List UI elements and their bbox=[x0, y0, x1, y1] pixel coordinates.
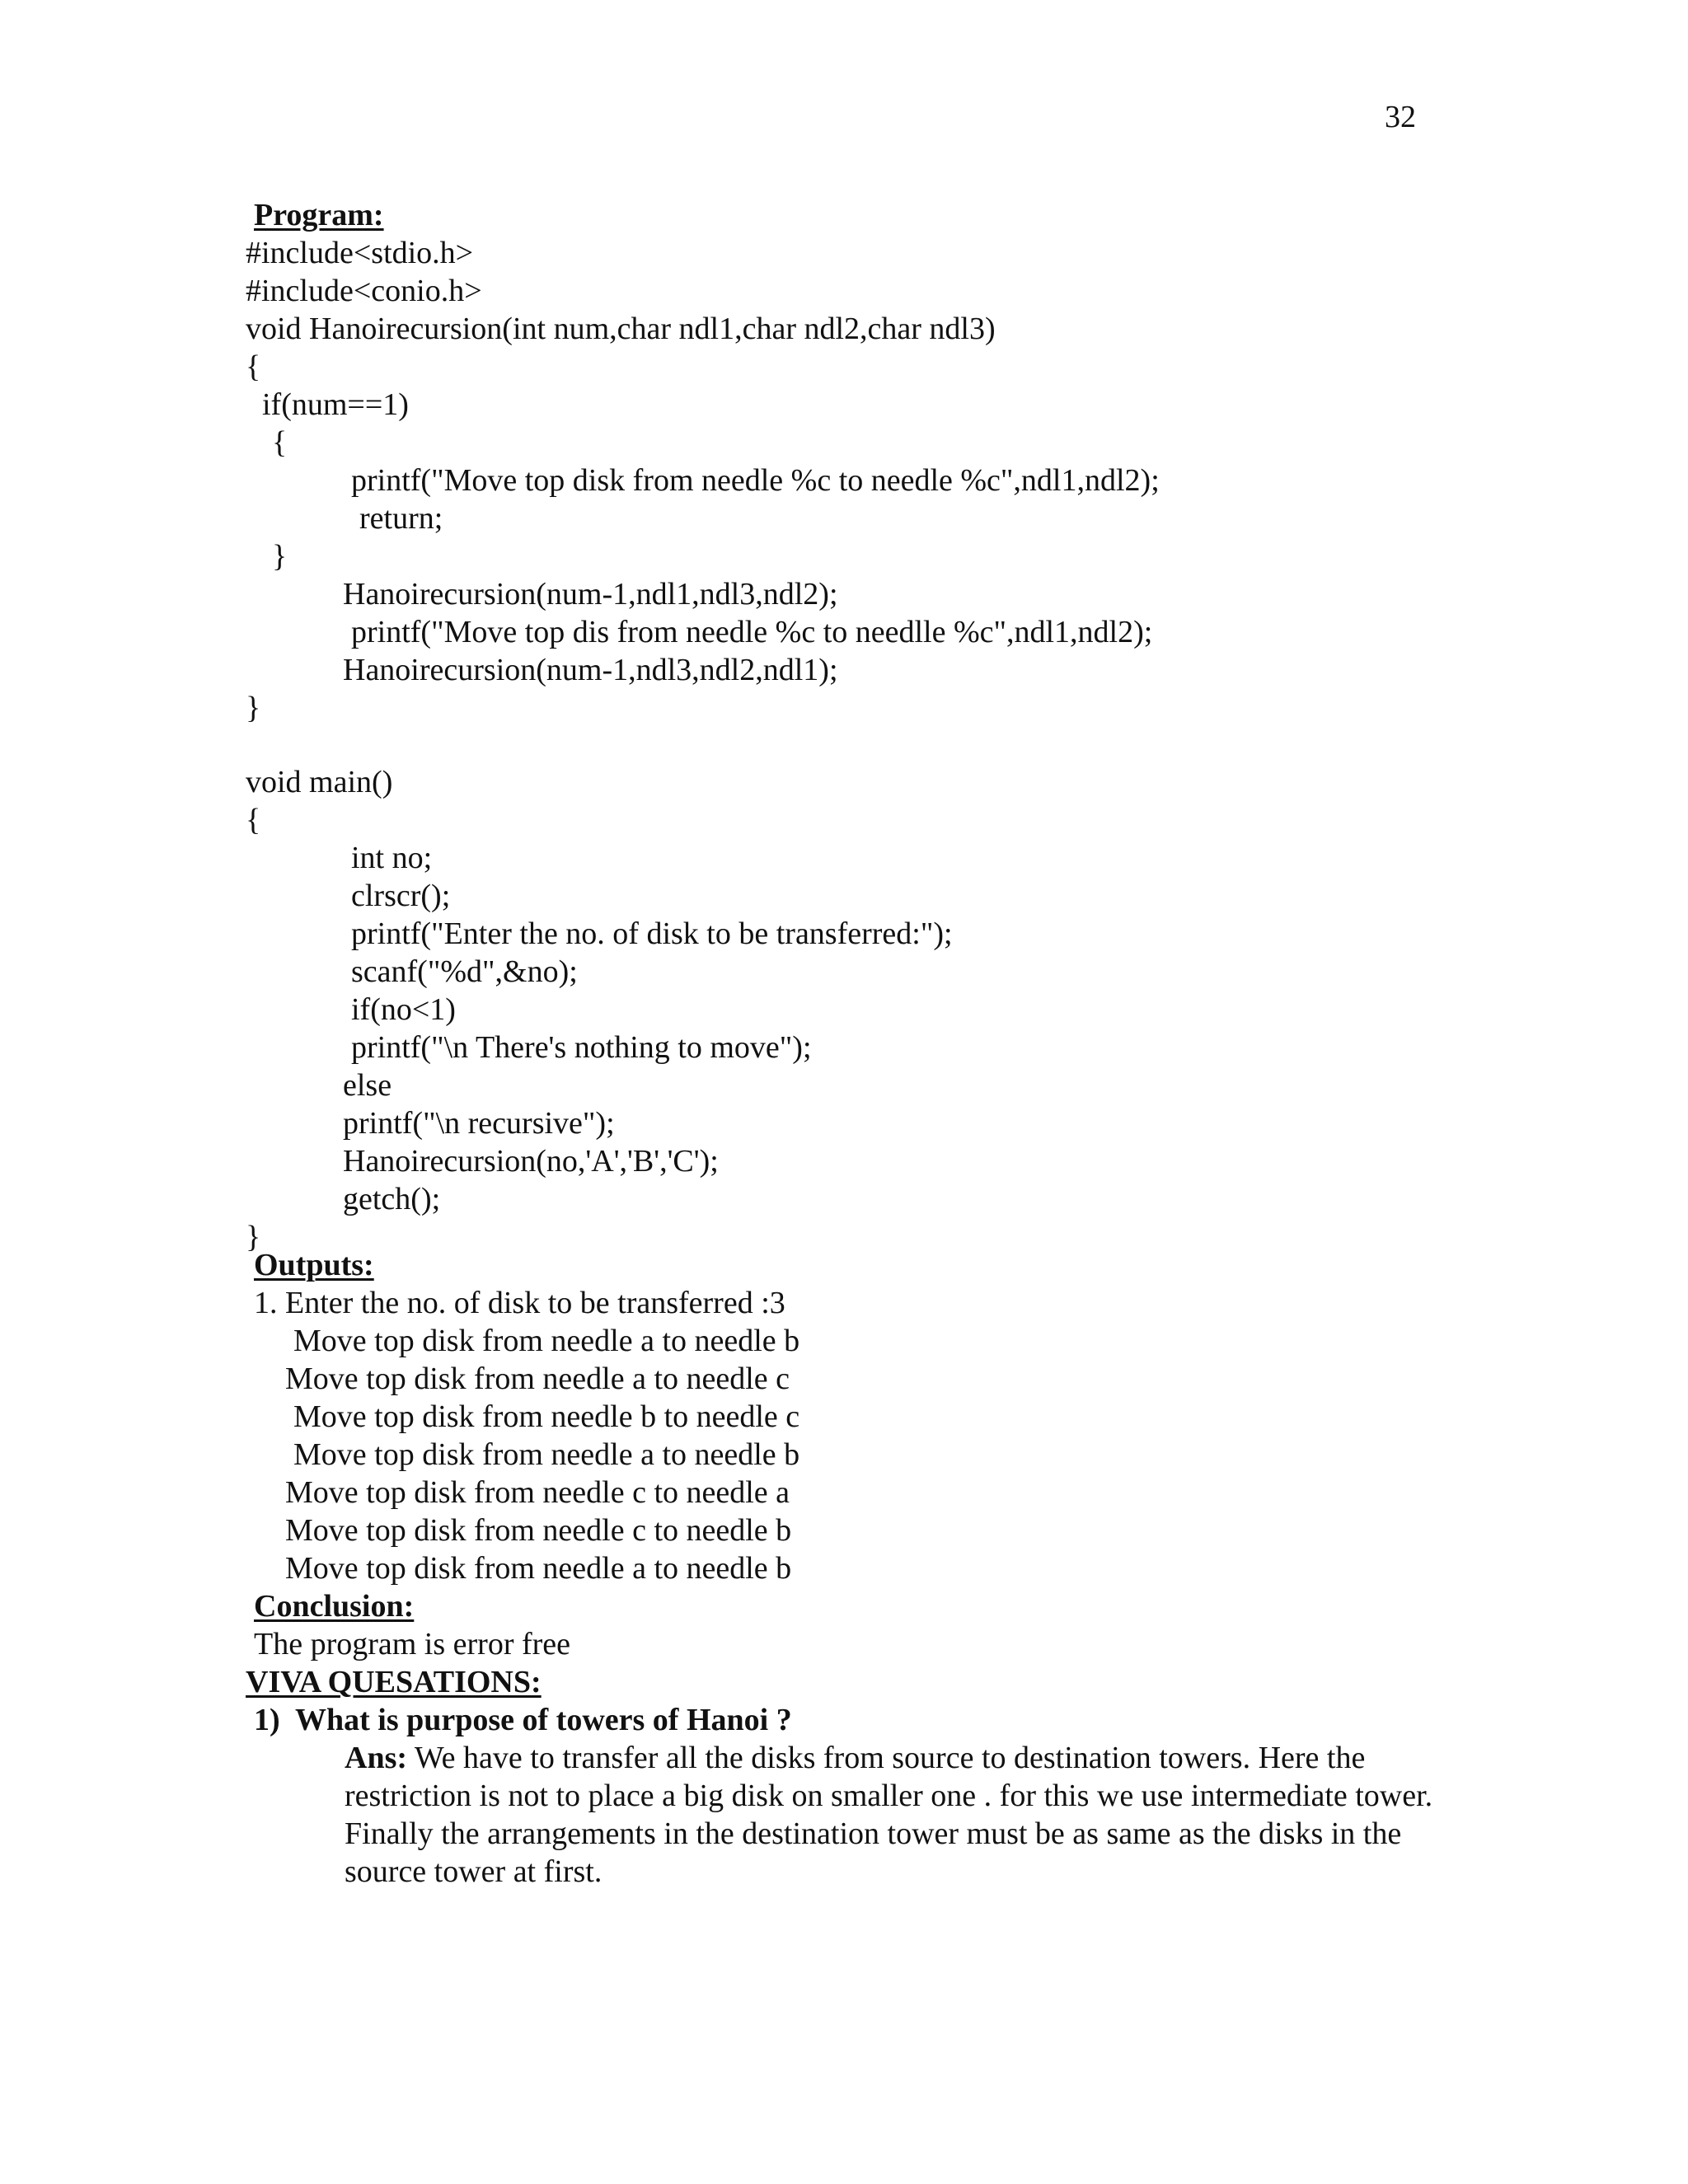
conclusion-heading: Conclusion: bbox=[254, 1589, 415, 1624]
output-line: Move top disk from needle a to needle b bbox=[293, 1324, 800, 1358]
code-line: clrscr(); bbox=[351, 879, 451, 913]
code-line: printf("Enter the no. of disk to be transferred:"); bbox=[351, 916, 953, 951]
code-line: void main() bbox=[246, 765, 393, 799]
code-line: return; bbox=[359, 501, 443, 536]
answer-label: Ans: bbox=[345, 1741, 408, 1775]
code-line: scanf("%d",&no); bbox=[351, 954, 578, 989]
code-line: Hanoirecursion(num-1,ndl3,ndl2,ndl1); bbox=[343, 653, 838, 687]
output-line: Move top disk from needle c to needle b bbox=[285, 1513, 792, 1548]
answer-text: We have to transfer all the disks from source to destination towers. Here the restriction is not to place a big disk on smaller one . for this we use intermediate tower. Finally the arrangements in the destination tower must be as same as the disks in the source tower at first. bbox=[345, 1741, 1433, 1889]
code-line: } bbox=[246, 691, 261, 725]
code-line: if(num==1) bbox=[262, 387, 409, 422]
viva-heading: VIVA QUESATIONS: bbox=[246, 1665, 542, 1699]
code-line: Hanoirecursion(num-1,ndl1,ndl3,ndl2); bbox=[343, 577, 838, 612]
code-line: #include<conio.h> bbox=[246, 274, 482, 308]
code-line: } bbox=[272, 539, 288, 574]
conclusion-text: The program is error free bbox=[254, 1627, 571, 1661]
output-line: Move top disk from needle a to needle c bbox=[285, 1361, 790, 1396]
code-line: if(no<1) bbox=[351, 992, 456, 1027]
code-line: int no; bbox=[351, 841, 433, 875]
program-heading: Program: bbox=[254, 198, 384, 232]
code-line: else bbox=[343, 1068, 392, 1103]
output-line: Move top disk from needle a to needle b bbox=[285, 1551, 792, 1586]
viva-answer bbox=[345, 1739, 1449, 1891]
code-line: printf("\n recursive"); bbox=[343, 1106, 615, 1141]
code-line: { bbox=[246, 349, 261, 384]
code-line: #include<stdio.h> bbox=[246, 236, 474, 270]
outputs-heading: Outputs: bbox=[254, 1248, 374, 1282]
output-line: Move top disk from needle b to needle c bbox=[293, 1399, 800, 1434]
output-line: Move top disk from needle c to needle a bbox=[285, 1475, 790, 1510]
code-line: { bbox=[272, 425, 288, 460]
code-line: } bbox=[246, 1220, 261, 1254]
code-line: printf("Move top dis from needle %c to needlle %c",ndl1,ndl2); bbox=[351, 615, 1153, 649]
code-line: printf("\n There's nothing to move"); bbox=[351, 1030, 812, 1065]
output-line: 1. Enter the no. of disk to be transferred :3 bbox=[254, 1286, 785, 1320]
code-line: { bbox=[246, 803, 261, 837]
viva-question: 1) What is purpose of towers of Hanoi ? bbox=[254, 1703, 792, 1737]
code-line: getch(); bbox=[343, 1182, 441, 1216]
page-number: 32 bbox=[1385, 100, 1416, 134]
code-line: void Hanoirecursion(int num,char ndl1,char ndl2,char ndl3) bbox=[246, 312, 996, 346]
output-line: Move top disk from needle a to needle b bbox=[293, 1437, 800, 1472]
code-line: printf("Move top disk from needle %c to needle %c",ndl1,ndl2); bbox=[351, 463, 1160, 498]
code-line: Hanoirecursion(no,'A','B','C'); bbox=[343, 1144, 719, 1179]
